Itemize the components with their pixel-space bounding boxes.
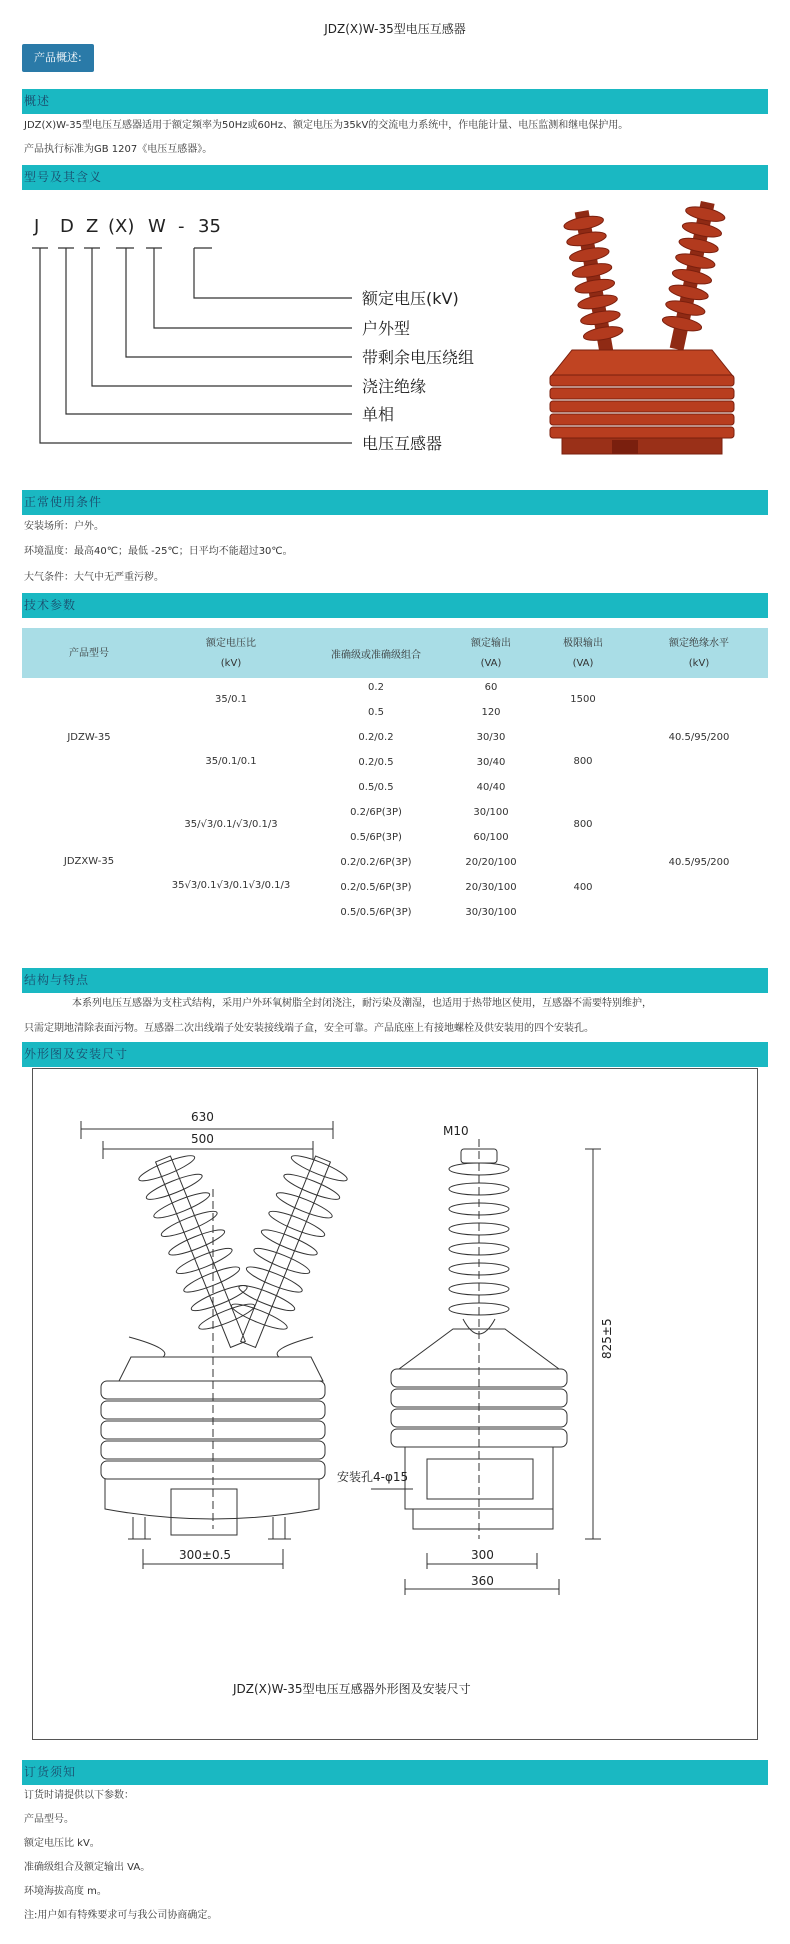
dimension-drawing-svg — [33, 1069, 759, 1741]
header-ratio: 额定电压比 — [206, 638, 256, 649]
cell-limit-3: 800 — [573, 819, 593, 830]
cell-insulation-1: 40.5/95/200 — [668, 732, 730, 743]
cell-accuracy-6: 0.2/6P(3P) — [350, 807, 402, 818]
conditions-heading: 正常使用条件 — [22, 490, 768, 515]
dim-630-label: 630 — [191, 1110, 214, 1124]
condition-line-3: 大气条件：大气中无严重污秽。 — [24, 572, 164, 583]
code-char-w: W — [148, 216, 166, 237]
header-insulation-unit: (kV) — [688, 658, 710, 669]
cell-accuracy-7: 0.5/6P(3P) — [350, 832, 402, 843]
page-title: JDZ(X)W-35型电压互感器 — [324, 22, 466, 36]
ordering-heading: 订货须知 — [22, 1760, 768, 1785]
cell-model-jdzxw: JDZXW-35 — [63, 856, 115, 867]
cell-accuracy-8: 0.2/0.2/6P(3P) — [340, 857, 412, 868]
cell-accuracy-5: 0.5/0.5 — [358, 782, 394, 793]
meaning-cast-insulation: 浇注绝缘 — [362, 377, 427, 396]
cell-ratio-2: 35/0.1/0.1 — [205, 756, 257, 767]
dim-300-05-label: 300±0.5 — [179, 1548, 232, 1562]
header-limit: 极限输出 — [563, 638, 603, 649]
header-limit-unit: (VA) — [572, 658, 594, 669]
cell-accuracy-4: 0.2/0.5 — [358, 757, 394, 768]
dim-500-label: 500 — [191, 1132, 214, 1146]
structure-line-2: 只需定期地清除表面污物。互感器二次出线端子处安装接线端子盒，安全可靠。产品底座上有接地螺栓及供安装用的四个安装孔。 — [24, 1023, 594, 1034]
model-code-diagram — [22, 200, 475, 460]
dim-825-label: 825±5 — [600, 1318, 614, 1359]
model-meaning-heading: 型号及其含义 — [22, 165, 768, 190]
cell-ratio-1: 35/0.1 — [215, 694, 247, 705]
cell-accuracy-1: 0.2 — [368, 682, 384, 693]
header-output: 额定输出 — [471, 638, 511, 649]
cell-output-7: 60/100 — [473, 832, 509, 843]
ordering-line-3: 额定电压比 kV。 — [24, 1838, 100, 1849]
cell-limit-1: 1500 — [570, 694, 596, 705]
cell-output-9: 20/30/100 — [465, 882, 517, 893]
drawing-heading: 外形图及安装尺寸 — [22, 1042, 768, 1067]
cell-accuracy-3: 0.2/0.2 — [358, 732, 394, 743]
drawing-caption: JDZ(X)W-35型电压互感器外形图及安装尺寸 — [233, 1682, 471, 1696]
meaning-voltage-transformer: 电压互感器 — [362, 434, 443, 453]
code-char-35: 35 — [198, 216, 221, 237]
cell-ratio-3: 35/√3/0.1/√3/0.1/3 — [184, 819, 278, 830]
code-char-d: D — [60, 216, 74, 237]
cell-insulation-2: 40.5/95/200 — [668, 857, 730, 868]
cell-limit-4: 400 — [573, 882, 593, 893]
code-char-x: (X) — [108, 216, 135, 237]
header-ratio-unit: (kV) — [220, 658, 242, 669]
ordering-line-2: 产品型号。 — [24, 1814, 74, 1825]
cell-model-jdzw: JDZW-35 — [67, 732, 111, 743]
cell-accuracy-9: 0.2/0.5/6P(3P) — [340, 882, 412, 893]
cell-output-8: 20/20/100 — [465, 857, 517, 868]
ordering-line-6: 注:用户如有特殊要求可与我公司协商确定。 — [24, 1910, 218, 1921]
cell-accuracy-2: 0.5 — [368, 707, 384, 718]
header-insulation: 额定绝缘水平 — [669, 638, 729, 649]
tech-heading: 技术参数 — [22, 593, 768, 618]
cell-ratio-4: 35√3/0.1√3/0.1√3/0.1/3 — [171, 880, 291, 891]
overview-heading: 概述 — [22, 89, 768, 114]
condition-line-1: 安装场所：户外。 — [24, 521, 104, 532]
code-char-z: Z — [86, 216, 99, 237]
dim-m10-label: M10 — [443, 1124, 469, 1138]
ordering-line-4: 准确级组合及额定输出 VA。 — [24, 1862, 151, 1873]
cell-output-5: 40/40 — [476, 782, 506, 793]
header-output-unit: (VA) — [480, 658, 502, 669]
page — [22, 0, 768, 1921]
cell-output-10: 30/30/100 — [465, 907, 517, 918]
product-overview-tab[interactable]: 产品概述: — [22, 44, 94, 72]
ordering-line-5: 环境海拔高度 m。 — [24, 1886, 107, 1897]
meaning-outdoor: 户外型 — [362, 319, 411, 338]
cell-output-2: 120 — [481, 707, 501, 718]
cell-limit-2: 800 — [573, 756, 593, 767]
overview-line-2: 产品执行标准为GB 1207《电压互感器》。 — [24, 144, 213, 155]
structure-heading: 结构与特点 — [22, 968, 768, 993]
cell-output-6: 30/100 — [473, 807, 509, 818]
condition-line-2: 环境温度：最高40℃；最低 -25℃；日平均不能超过30℃。 — [24, 546, 293, 557]
meaning-rated-voltage: 额定电压(kV) — [362, 289, 459, 308]
spec-table — [22, 628, 768, 928]
code-char-j: J — [34, 216, 40, 237]
cell-output-1: 60 — [484, 682, 498, 693]
dimension-drawing — [32, 1068, 758, 1740]
overview-line-1: JDZ(X)W-35型电压互感器适用于额定频率为50Hz或60Hz、额定电压为35kV的交流电力系统中，作电能计量、电压监测和继电保护用。 — [24, 120, 629, 131]
product-photo — [542, 200, 742, 460]
code-char-dash: - — [178, 216, 185, 237]
meaning-residual-winding: 带剩余电压绕组 — [362, 348, 475, 367]
structure-line-1: 本系列电压互感器为支柱式结构，采用户外环氧树脂全封闭浇注，耐污染及潮湿，也适用于热带地区使用，互感器不需要特别维护， — [72, 998, 652, 1009]
meaning-single-phase: 单相 — [362, 405, 395, 424]
cell-output-3: 30/30 — [476, 732, 506, 743]
cell-accuracy-10: 0.5/0.5/6P(3P) — [340, 907, 412, 918]
dim-300-label: 300 — [471, 1548, 494, 1562]
cell-output-4: 30/40 — [476, 757, 506, 768]
hole-label: 安装孔4-φ15 — [337, 1470, 409, 1484]
header-accuracy: 准确级或准确级组合 — [331, 650, 421, 661]
dim-360-label: 360 — [471, 1574, 494, 1588]
header-model: 产品型号 — [69, 648, 109, 659]
ordering-line-1: 订货时请提供以下参数： — [24, 1790, 134, 1801]
